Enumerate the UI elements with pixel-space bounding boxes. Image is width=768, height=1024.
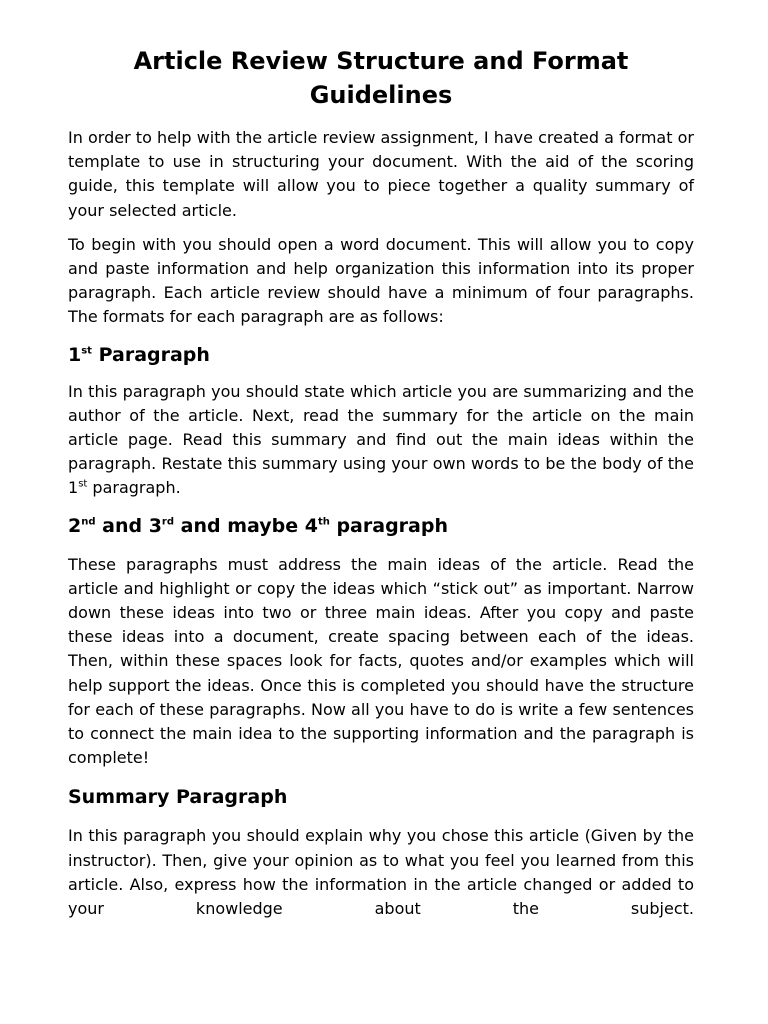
heading-text: Paragraph: [91, 343, 210, 366]
intro-paragraph-1: In order to help with the article review assignment, I have created a format or template to use in structuring your document. With the aid of the scoring guide, this template will allow you to piece together a quality summary of your selected article.: [68, 128, 694, 220]
middle-paragraphs-body: These paragraphs must address the main ideas of the article. Read the article and highlight or copy the ideas which “stick out” as important. Narrow down these ideas into two or three main ideas. After you copy and paste these ideas into a document, create spacing between each of the ideas. Then, within these spaces look for facts, quotes and/or examples which will help support the ideas. Once this is completed you should have the structure for each of these paragraphs. Now all you have to do is write a few sentences to connect the main idea to the supporting information and the paragraph is complete!: [68, 554, 694, 768]
body-ordinal-suffix: st: [78, 479, 88, 491]
section-heading-middle-paragraphs: [68, 513, 694, 539]
page-title: Article Review Structure and Format Guidelines: [133, 47, 629, 109]
heading-part: and maybe 4: [174, 514, 318, 537]
summary-paragraph-body: In this paragraph you should explain why you chose this article (Given by the instructor). Then, give your opinion as to what you feel you learned from this article. Also, express how the information in the article changed or added to your knowledge about the subject.: [68, 826, 694, 919]
heading-part: paragraph: [329, 514, 448, 537]
intro-paragraph-2: To begin with you should open a word document. This will allow you to copy and paste information and help organization this information into its proper paragraph. Each article review should have a minimum of four paragraphs. The formats for each paragraph are as follows:: [68, 234, 694, 327]
heading-number: 1: [68, 343, 82, 366]
body-text: In this paragraph you should state which article you are summarizing and the author of the article. Next, read the summary for the article on the main article page. Read this summary and find out the main ideas within the paragraph. Restate this summary using your own words to be the body of the 1: [68, 381, 694, 498]
heading-suffix: nd: [81, 516, 96, 528]
section-heading-first-paragraph: [68, 342, 694, 368]
heading-suffix: th: [317, 516, 330, 528]
heading-suffix: rd: [161, 516, 175, 528]
first-paragraph-body: [68, 380, 694, 501]
heading-part: 2: [68, 514, 82, 537]
document-page: [68, 44, 694, 931]
heading-ordinal-suffix: st: [81, 345, 92, 357]
heading-part: and 3: [95, 514, 162, 537]
body-text-end: paragraph.: [87, 478, 181, 498]
section-heading-summary: Summary Paragraph: [68, 786, 288, 809]
